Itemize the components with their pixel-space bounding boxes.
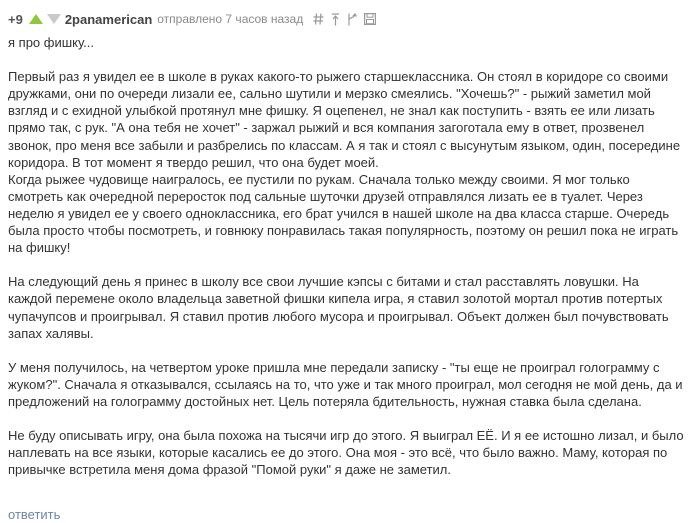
up-arrow-icon[interactable]	[331, 13, 340, 26]
comment-author[interactable]: 2panamerican	[64, 11, 153, 27]
comment-paragraph: На следующий день я принес в школу все свои лучшие кэпсы с битами и стал расставлять ловушки. На каждой перемене около владельца заветной фишки кипела игра, я ставил золотой мортал против потертых чупачупсов и проигрывал. Я ставил против любого мусора и проигрывал. Объект должен был почувствовать запах халявы.	[8, 274, 669, 341]
arrow-down-icon[interactable]	[47, 14, 61, 24]
fork-icon[interactable]	[347, 13, 357, 26]
arrow-up-icon[interactable]	[29, 14, 43, 24]
save-icon[interactable]	[364, 13, 376, 25]
comment-paragraph: У меня получилось, на четвертом уроке пришла мне передали записку - "ты еще не проиграл голограмму с жуком?". Сначала я отказывался, ссылаясь на то, что уже и так много проиграл, мол сегодня не мой день, да и предложений на голограмму достойных нет. Цель потеряла бдительность, нужная ставка была сделана.	[8, 359, 683, 409]
paragraph-gap	[8, 51, 684, 68]
paragraph-gap	[8, 256, 684, 273]
paragraph-gap	[8, 342, 684, 359]
comment-paragraph: Когда рыжее чудовище наигралось, ее пустили по рукам. Сначала только между своими. Я мог только смотреть как очередной переросток под сальные шуточки друзей отправлялся лизать ее в туалет. Через неделю я увидел ее у своего одноклассника, его брат учился в нашей школе на два класса старше. Очередь была просто чтобы посмотреть, и говнюку понравилась такая популярность, поэтому он решил пока не играть на фишку!	[8, 171, 679, 256]
paragraph-gap	[8, 410, 684, 427]
comment-rating: +9	[8, 11, 23, 27]
reply-link[interactable]: ответить	[8, 507, 61, 522]
comment-paragraph: я про фишку...	[8, 35, 95, 50]
comment-header	[8, 8, 383, 30]
hash-icon[interactable]	[313, 13, 324, 25]
comment-timestamp: отправлено 7 часов назад	[157, 12, 304, 26]
comment-body	[8, 34, 684, 478]
comment-paragraph: Первый раз я увидел ее в школе в руках какого-то рыжего старшеклассника. Он стоял в коридоре со своими дружками, они по очереди лизали ее, сально шутили и мерзко смеялись. "Хочешь?" - рыжий заметил мой взгляд и с ехидной улыбкой протянул мне фишку. Я оцепенел, не знал как поступить - взять ее или лизать прямо так, с рук. "А она тебя не хочет" - заржал рыжий и вся компания загоготала ему в ответ, прозвенел звонок, про меня все забыли и разбрелись по классам. А я так и стоял с высунутым языком, один, посередине коридора. В тот момент я твердо решил, что она будет моей.	[8, 69, 681, 170]
comment-paragraph: Не буду описывать игру, она была похожа на тысячи игр до этого. Я выиграл ЕЁ. И я ее истошно лизал, и было наплевать на все языки, которые касались ее до этого. Она моя - это всё, что было важно. Маму, которая по привычке встретила меня дома фразой "Помой руки" я даже не заметил.	[8, 428, 684, 478]
